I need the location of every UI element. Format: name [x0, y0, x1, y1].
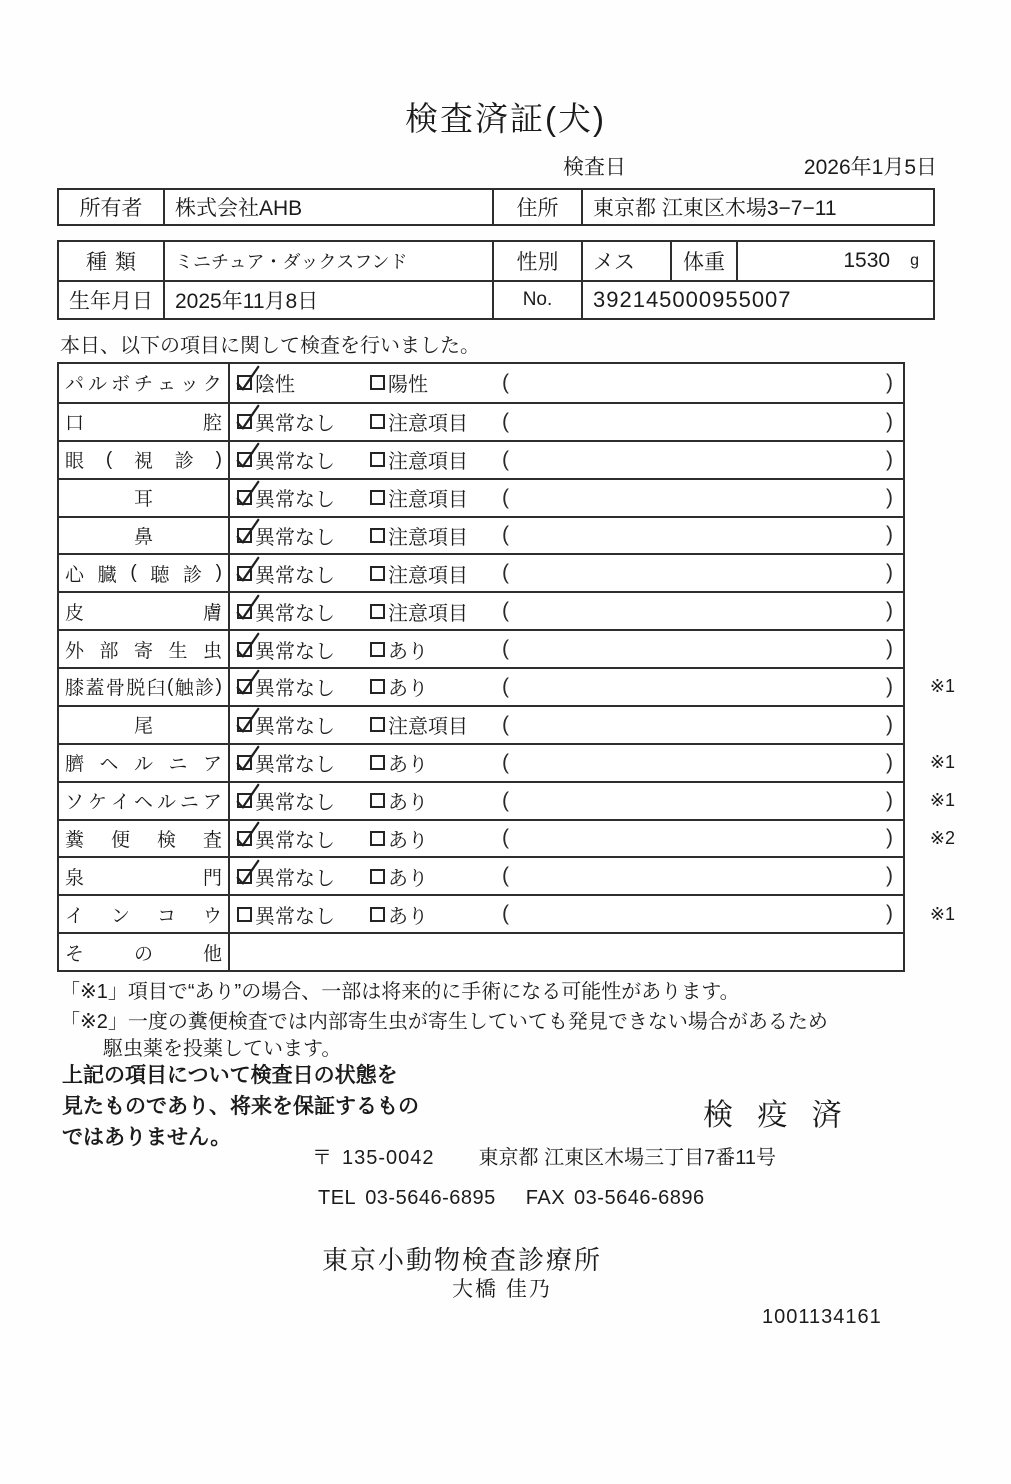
- findings-paren-close: ): [886, 902, 893, 926]
- checklist-row: [59, 856, 903, 894]
- option-label: 異常なし: [255, 489, 335, 512]
- reference-mark: ※1: [929, 752, 955, 773]
- check-mark: [234, 403, 262, 433]
- option-label: 注意項目: [388, 602, 468, 625]
- reference-mark: ※1: [929, 676, 955, 697]
- normal-checkbox: [237, 907, 252, 922]
- normal-checkbox: [237, 452, 252, 467]
- sex-value: メス: [583, 242, 672, 280]
- item-label: 泉 門: [59, 858, 230, 894]
- findings-paren-close: ): [886, 712, 893, 736]
- check-mark: [234, 820, 262, 850]
- abnormal-checkbox: [370, 831, 385, 846]
- option-label: 異常なし: [255, 716, 335, 739]
- item-label: イ ン コ ウ: [59, 896, 230, 932]
- disclaimer-text: [62, 1060, 419, 1153]
- item-label: そ の 他: [59, 934, 230, 970]
- result-options: [230, 593, 903, 629]
- footnote-2-continued: 駆虫薬を投薬しています。: [103, 1038, 342, 1060]
- result-option-normal: [237, 896, 335, 932]
- option-label: 陰性: [255, 374, 295, 397]
- checklist-row: [59, 478, 903, 516]
- result-option-normal: [237, 364, 295, 402]
- disclaimer-line: ではありません。: [62, 1126, 232, 1149]
- findings-paren-open: (: [502, 864, 509, 888]
- result-option-normal: [237, 745, 335, 781]
- clinic-phone-line: [318, 1187, 705, 1210]
- result-options: [230, 364, 903, 402]
- weight-label: 体重: [672, 242, 738, 280]
- findings-paren-open: (: [502, 674, 509, 698]
- owner-label: 所有者: [59, 190, 165, 224]
- check-mark: [234, 479, 262, 509]
- clinic-name: 東京小動物検査診療所: [322, 1245, 603, 1275]
- normal-checkbox: [237, 528, 252, 543]
- option-label: 異常なし: [255, 640, 335, 663]
- result-option-abnormal: [370, 896, 428, 932]
- findings-paren-open: (: [502, 370, 509, 394]
- pet-info-row-2: [59, 280, 933, 318]
- result-option-abnormal: [370, 555, 468, 591]
- result-option-normal: [237, 555, 335, 591]
- item-label: 尾: [59, 707, 230, 743]
- intro-text: 本日、以下の項目に関して検査を行いました。: [60, 335, 480, 357]
- result-option-normal: [237, 631, 335, 667]
- fax-label: FAX: [525, 1187, 566, 1209]
- option-label: 異常なし: [255, 564, 335, 587]
- tel-label: TEL: [318, 1187, 357, 1209]
- item-label: 外 部 寄 生 虫: [59, 631, 230, 667]
- findings-paren-open: (: [502, 750, 509, 774]
- checklist-row: [59, 364, 903, 402]
- findings-paren-open: (: [502, 561, 509, 585]
- findings-paren-close: ): [886, 864, 893, 888]
- checklist-row: [59, 705, 903, 743]
- option-label: 異常なし: [255, 829, 335, 852]
- sex-label: 性別: [494, 242, 583, 280]
- microchip-no-value: 392145000955007: [593, 287, 792, 312]
- document-number: 1001134161: [762, 1306, 882, 1328]
- inspection-date-row: [57, 151, 937, 181]
- findings-paren-open: (: [502, 637, 509, 661]
- abnormal-checkbox: [370, 452, 385, 467]
- normal-checkbox: [237, 679, 252, 694]
- check-mark: [234, 517, 262, 547]
- normal-checkbox: [237, 869, 252, 884]
- findings-paren-close: ): [886, 674, 893, 698]
- option-label: あり: [388, 905, 428, 928]
- check-mark: [234, 744, 262, 774]
- option-label: 注意項目: [388, 451, 468, 474]
- option-label: 陽性: [388, 374, 428, 397]
- findings-paren-close: ): [886, 370, 893, 394]
- result-options: [230, 518, 903, 554]
- findings-paren-close: ): [886, 485, 893, 509]
- birthdate-value: 2025年11月8日: [165, 282, 494, 318]
- reference-mark: ※2: [929, 827, 955, 848]
- findings-paren-open: (: [502, 599, 509, 623]
- option-label: 注意項目: [388, 526, 468, 549]
- check-mark: [234, 364, 262, 394]
- findings-paren-open: (: [502, 409, 509, 433]
- result-option-normal: [237, 669, 335, 705]
- reference-mark: ※1: [929, 903, 955, 924]
- option-label: 異常なし: [255, 754, 335, 777]
- result-option-abnormal: [370, 518, 468, 554]
- item-label: 糞 便 検 査: [59, 821, 230, 857]
- result-option-abnormal: [370, 669, 428, 705]
- normal-checkbox: [237, 490, 252, 505]
- findings-paren-close: ): [886, 750, 893, 774]
- inspection-date-label: 検査日: [563, 156, 626, 179]
- veterinarian-name: 大橋 佳乃: [452, 1278, 552, 1301]
- result-options: [230, 442, 903, 478]
- abnormal-checkbox: [370, 755, 385, 770]
- abnormal-checkbox: [370, 414, 385, 429]
- option-label: あり: [388, 867, 428, 890]
- weight-value: [738, 242, 933, 280]
- checklist-row: [59, 932, 903, 970]
- breed-label: 種類: [59, 242, 165, 280]
- clinic-address-line: [312, 1141, 776, 1170]
- findings-paren-close: ): [886, 826, 893, 850]
- findings-paren-close: ): [886, 637, 893, 661]
- result-option-normal: [237, 480, 335, 516]
- result-options: [230, 896, 903, 932]
- result-option-abnormal: [370, 593, 468, 629]
- check-mark: [234, 441, 262, 471]
- result-option-abnormal: [370, 707, 468, 743]
- checklist-row: [59, 516, 903, 554]
- check-mark: [234, 858, 262, 888]
- tel-value: 03-5646-6895: [365, 1187, 496, 1209]
- abnormal-checkbox: [370, 604, 385, 619]
- breed-value: ミニチュア・ダックスフンド: [165, 242, 494, 280]
- reference-mark: ※1: [929, 790, 955, 811]
- item-label: 眼 ( 視 診 ): [59, 442, 230, 478]
- normal-checkbox: [237, 414, 252, 429]
- abnormal-checkbox: [370, 642, 385, 657]
- option-label: 異常なし: [255, 451, 335, 474]
- owner-table: [57, 188, 935, 226]
- result-options: [230, 669, 903, 705]
- option-label: 異常なし: [255, 867, 335, 890]
- checklist-row: [59, 591, 903, 629]
- check-mark: [234, 593, 262, 623]
- result-options: [230, 934, 903, 970]
- owner-value: 株式会社AHB: [165, 190, 494, 224]
- abnormal-checkbox: [370, 528, 385, 543]
- findings-paren-open: (: [502, 902, 509, 926]
- result-option-normal: [237, 518, 335, 554]
- page-title: 検査済証(犬): [405, 100, 606, 137]
- footnote-1: 「※1」項目で“あり”の場合、一部は将来的に手術になる可能性があります。: [60, 981, 740, 1003]
- option-label: 注意項目: [388, 716, 468, 739]
- abnormal-checkbox: [370, 717, 385, 732]
- checklist-row: [59, 440, 903, 478]
- option-label: 異常なし: [255, 905, 335, 928]
- checklist-row: [59, 781, 955, 819]
- item-label: ソ ケ イ ヘ ル ニ ア: [59, 783, 230, 819]
- inspection-date-value: 2026年1月5日: [803, 156, 937, 179]
- option-label: あり: [388, 829, 428, 852]
- check-mark: [234, 555, 262, 585]
- result-options: [230, 480, 903, 516]
- findings-paren-close: ): [886, 599, 893, 623]
- normal-checkbox: [237, 566, 252, 581]
- normal-checkbox: [237, 717, 252, 732]
- result-option-abnormal: [370, 480, 468, 516]
- option-label: 注意項目: [388, 489, 468, 512]
- findings-paren-open: (: [502, 523, 509, 547]
- footnote-2: 「※2」一度の糞便検査では内部寄生虫が寄生していても発見できない場合があるため: [60, 1011, 828, 1033]
- postal-mark: 〒: [312, 1147, 332, 1169]
- option-label: 異常なし: [255, 602, 335, 625]
- normal-checkbox: [237, 642, 252, 657]
- item-label: 耳: [59, 480, 230, 516]
- checklist-row: [59, 667, 955, 705]
- pet-info-row-1: [59, 242, 933, 280]
- option-label: 異常なし: [255, 526, 335, 549]
- abnormal-checkbox: [370, 679, 385, 694]
- abnormal-checkbox: [370, 869, 385, 884]
- result-option-abnormal: [370, 442, 468, 478]
- findings-paren-close: ): [886, 788, 893, 812]
- checklist-row: [59, 894, 955, 932]
- findings-paren-open: (: [502, 826, 509, 850]
- checklist-row: [59, 629, 903, 667]
- normal-checkbox: [237, 604, 252, 619]
- result-options: [230, 404, 903, 440]
- findings-paren-open: (: [502, 788, 509, 812]
- birthdate-label: 生年月日: [59, 282, 165, 318]
- postal-code: 135-0042: [342, 1147, 435, 1169]
- findings-paren-open: (: [502, 485, 509, 509]
- option-label: あり: [388, 792, 428, 815]
- result-option-normal: [237, 442, 335, 478]
- result-option-abnormal: [370, 364, 428, 402]
- item-label: 皮 膚: [59, 593, 230, 629]
- result-option-normal: [237, 783, 335, 819]
- checklist-row: [59, 553, 903, 591]
- result-options: [230, 707, 903, 743]
- result-option-normal: [237, 858, 335, 894]
- findings-paren-close: ): [886, 409, 893, 433]
- pet-info-table: [57, 240, 935, 320]
- findings-paren-open: (: [502, 712, 509, 736]
- result-options: [230, 555, 903, 591]
- check-mark: [234, 668, 262, 698]
- result-option-abnormal: [370, 821, 428, 857]
- item-label: 膝 蓋 骨 脱 臼 ( 触 診 ): [59, 669, 230, 705]
- item-label: 鼻: [59, 518, 230, 554]
- checklist-row: [59, 402, 903, 440]
- quarantine-stamp: 検 疫 済: [703, 1099, 850, 1132]
- result-option-normal: [237, 593, 335, 629]
- result-option-abnormal: [370, 858, 428, 894]
- item-label: 臍 ヘ ル ニ ア: [59, 745, 230, 781]
- option-label: あり: [388, 678, 428, 701]
- disclaimer-line: 上記の項目について検査日の状態を: [62, 1064, 398, 1087]
- option-label: 注意項目: [388, 413, 468, 436]
- result-options: [230, 783, 903, 819]
- option-label: 異常なし: [255, 792, 335, 815]
- checklist-row: [59, 819, 955, 857]
- normal-checkbox: [237, 755, 252, 770]
- result-options: [230, 821, 903, 857]
- abnormal-checkbox: [370, 566, 385, 581]
- fax-value: 03-5646-6896: [574, 1187, 705, 1209]
- result-option-abnormal: [370, 404, 468, 440]
- disclaimer-line: 見たものであり、将来を保証するもの: [62, 1095, 419, 1118]
- option-label: 注意項目: [388, 564, 468, 587]
- check-mark: [234, 706, 262, 736]
- result-options: [230, 631, 903, 667]
- abnormal-checkbox: [370, 490, 385, 505]
- normal-checkbox: [237, 793, 252, 808]
- normal-checkbox: [237, 375, 252, 390]
- result-option-abnormal: [370, 745, 428, 781]
- result-options: [230, 858, 903, 894]
- findings-paren-close: ): [886, 523, 893, 547]
- item-label: 口 腔: [59, 404, 230, 440]
- option-label: あり: [388, 640, 428, 663]
- weight-unit: g: [910, 252, 919, 269]
- abnormal-checkbox: [370, 907, 385, 922]
- result-options: [230, 745, 903, 781]
- result-option-normal: [237, 707, 335, 743]
- findings-paren-close: ): [886, 561, 893, 585]
- item-label: 心 臓 ( 聴 診 ): [59, 555, 230, 591]
- option-label: あり: [388, 754, 428, 777]
- result-option-abnormal: [370, 783, 428, 819]
- check-mark: [234, 631, 262, 661]
- option-label: 異常なし: [255, 678, 335, 701]
- findings-paren-open: (: [502, 447, 509, 471]
- abnormal-checkbox: [370, 793, 385, 808]
- abnormal-checkbox: [370, 375, 385, 390]
- result-option-normal: [237, 404, 335, 440]
- item-label: パ ル ボ チ ェ ッ ク: [59, 364, 230, 402]
- option-label: 異常なし: [255, 413, 335, 436]
- microchip-no-label: No.: [494, 282, 583, 318]
- check-mark: [234, 782, 262, 812]
- address-value: 東京都 江東区木場3−7−11: [593, 197, 837, 220]
- checklist-row: [59, 743, 955, 781]
- clinic-address: 東京都 江東区木場三丁目7番11号: [478, 1147, 776, 1169]
- normal-checkbox: [237, 831, 252, 846]
- examination-checklist-table: [57, 362, 955, 972]
- result-option-abnormal: [370, 631, 428, 667]
- result-option-normal: [237, 821, 335, 857]
- weight-number: 1530: [843, 249, 891, 272]
- findings-paren-close: ): [886, 447, 893, 471]
- address-label: 住所: [494, 190, 583, 224]
